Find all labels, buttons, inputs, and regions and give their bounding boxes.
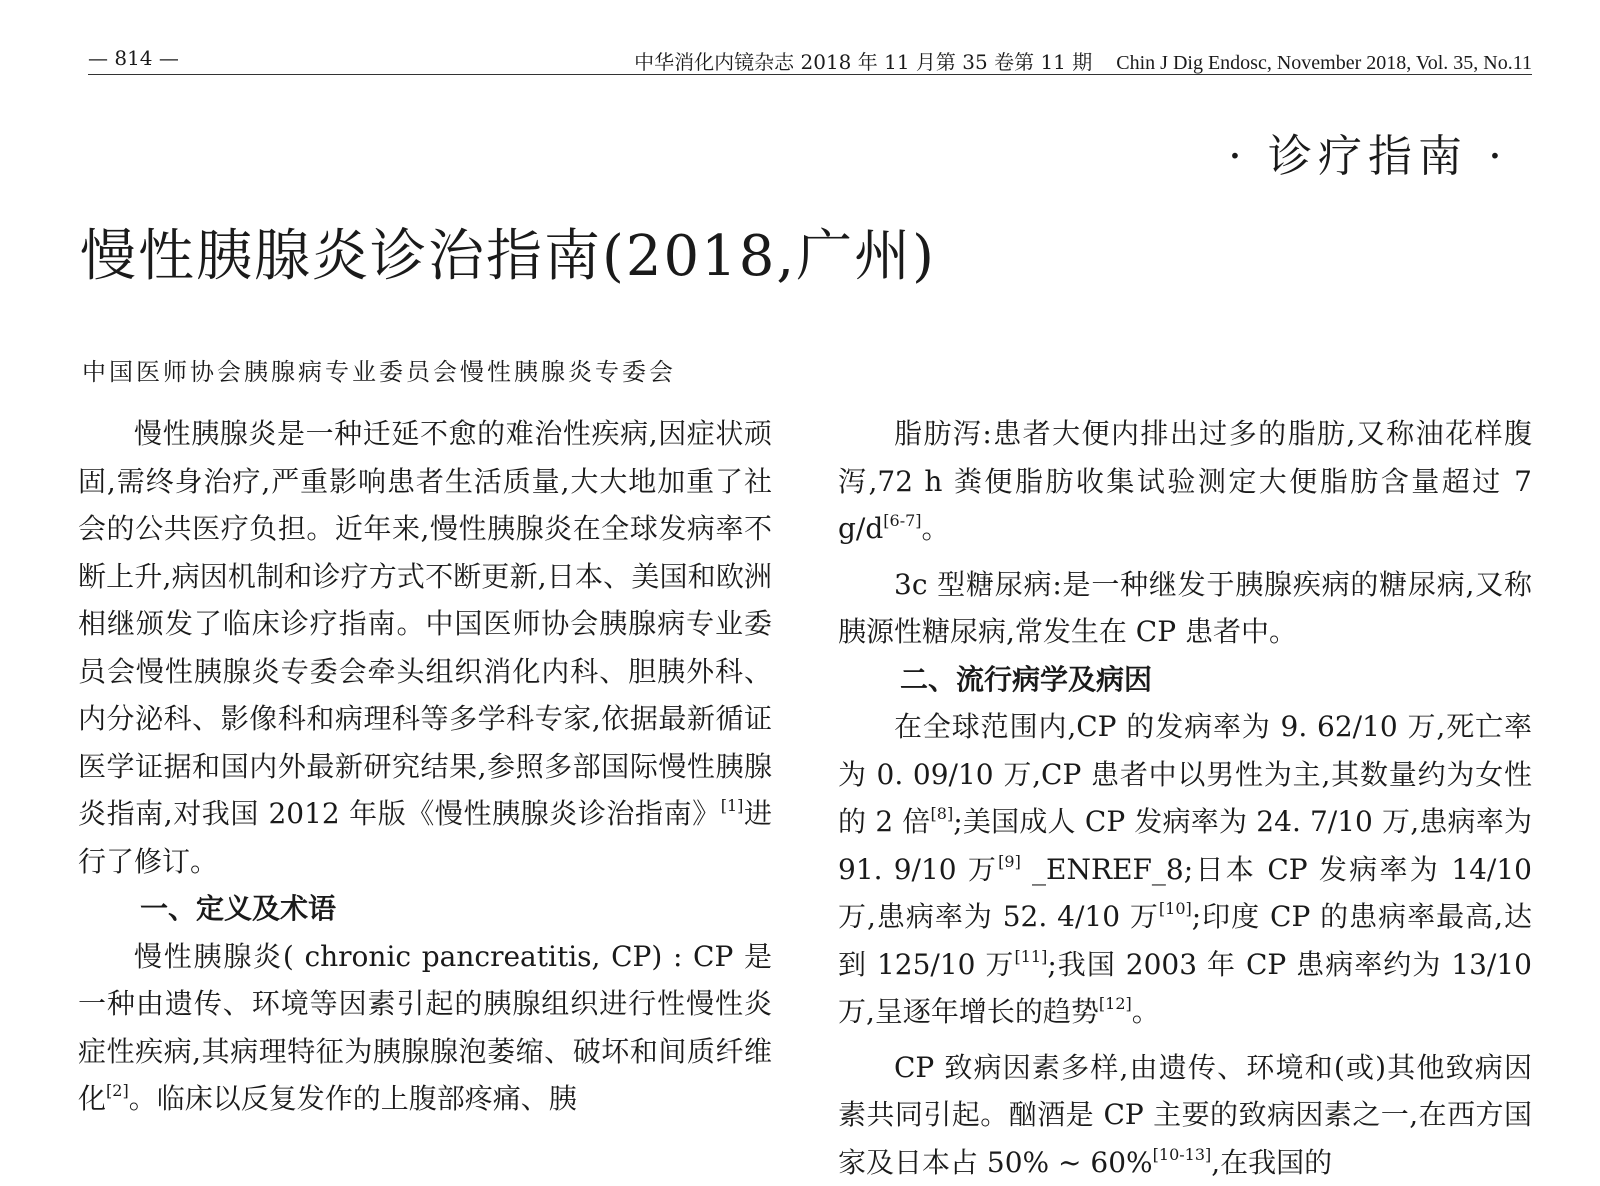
journal-citation-cn: 中华消化内镜杂志 2018 年 11 月第 35 卷第 11 期 bbox=[634, 50, 1092, 74]
citation-ref: [12] bbox=[1099, 994, 1132, 1013]
citation-ref: [1] bbox=[721, 796, 744, 815]
right-column bbox=[838, 410, 1532, 1186]
intro-paragraph bbox=[78, 410, 772, 885]
steatorrhea-end: 。 bbox=[922, 512, 950, 545]
citation-ref: [10-13] bbox=[1153, 1145, 1212, 1164]
epi-text: ;美国成人 CP 发病率为 24. 7/10 万,患病率为 91. 9/10 万 bbox=[838, 805, 1532, 886]
epi-text: _ENREF_8;日本 CP 发病率为 14/10 万,患病率为 52. 4/10 万 bbox=[838, 853, 1532, 934]
definition-paragraph bbox=[78, 933, 772, 1123]
author-group: 中国医师协会胰腺病专业委员会慢性胰腺炎专委会 bbox=[82, 352, 676, 387]
steatorrhea-text: 脂肪泻:患者大便内排出过多的脂肪,又称油花样腹泻,72 h 粪便脂肪收集试验测定大便脂肪含量超过 7 g/d bbox=[838, 417, 1532, 545]
citation-ref: [9] bbox=[998, 852, 1021, 871]
section-tag: · 诊疗指南 · bbox=[1228, 120, 1508, 184]
intro-end-text: 进行了修订。 bbox=[78, 797, 772, 878]
section-heading-epidemiology: 二、流行病学及病因 bbox=[838, 656, 1532, 704]
journal-citation bbox=[634, 46, 1532, 75]
running-header bbox=[88, 44, 1532, 75]
steatorrhea-paragraph bbox=[838, 410, 1532, 553]
causes-paragraph bbox=[838, 1044, 1532, 1186]
epi-text: 。 bbox=[1132, 995, 1160, 1028]
citation-ref: [11] bbox=[1014, 947, 1047, 966]
definition-end-text: 。临床以反复发作的上腹部疼痛、胰 bbox=[129, 1082, 577, 1115]
citation-ref: [8] bbox=[931, 804, 954, 823]
citation-ref: [6-7] bbox=[883, 511, 921, 530]
journal-citation-en: Chin J Dig Endosc, November 2018, Vol. 35, No.11 bbox=[1116, 52, 1532, 74]
causes-text: CP 致病因素多样,由遗传、环境和(或)其他致病因素共同引起。酗酒是 CP 主要的致病因素之一,在西方国家及日本占 50% ~ 60% bbox=[838, 1051, 1532, 1179]
page-number: — 814 — bbox=[88, 46, 179, 70]
article-title: 慢性胰腺炎诊治指南(2018,广州) bbox=[80, 212, 936, 292]
intro-text: 慢性胰腺炎是一种迁延不愈的难治性疾病,因症状顽固,需终身治疗,严重影响患者生活质量,大大地加重了社会的公共医疗负担。近年来,慢性胰腺炎在全球发病率不断上升,病因机制和诊疗方式不断更新,日本、美国和欧洲相继颁发了临床诊疗指南。中国医师协会胰腺病专业委员会慢性胰腺炎专委会牵头组织消化内科、胆胰外科、内分泌科、影像科和病理科等多学科专家,依据最新循证医学证据和国内外最新研究结果,参照多部国际慢性胰腺炎指南,对我国 2012 年版《慢性胰腺炎诊治指南》 bbox=[78, 417, 772, 830]
causes-end-text: ,在我国的 bbox=[1211, 1146, 1332, 1179]
diabetes-paragraph: 3c 型糖尿病:是一种继发于胰腺疾病的糖尿病,又称胰源性糖尿病,常发生在 CP 患者中。 bbox=[838, 561, 1532, 656]
epidemiology-paragraph bbox=[838, 703, 1532, 1036]
epi-text: ;印度 CP 的患病率最高,达到 125/10 万 bbox=[838, 900, 1532, 981]
section-heading-definitions: 一、定义及术语 bbox=[78, 885, 772, 933]
epi-text: 在全球范围内,CP 的发病率为 9. 62/10 万,死亡率为 0. 09/10 万,CP 患者中以男性为主,其数量约为女性的 2 倍 bbox=[838, 710, 1532, 838]
definition-text: 慢性胰腺炎( chronic pancreatitis, CP) : CP 是一种由遗传、环境等因素引起的胰腺组织进行性慢性炎症性疾病,其病理特征为胰腺腺泡萎缩、破坏和间质纤维化 bbox=[78, 940, 772, 1116]
left-column bbox=[78, 410, 772, 1123]
epi-text: ;我国 2003 年 CP 患病率约为 13/10 万,呈逐年增长的趋势 bbox=[838, 948, 1532, 1029]
citation-ref: [10] bbox=[1159, 899, 1192, 918]
citation-ref: [2] bbox=[106, 1081, 129, 1100]
